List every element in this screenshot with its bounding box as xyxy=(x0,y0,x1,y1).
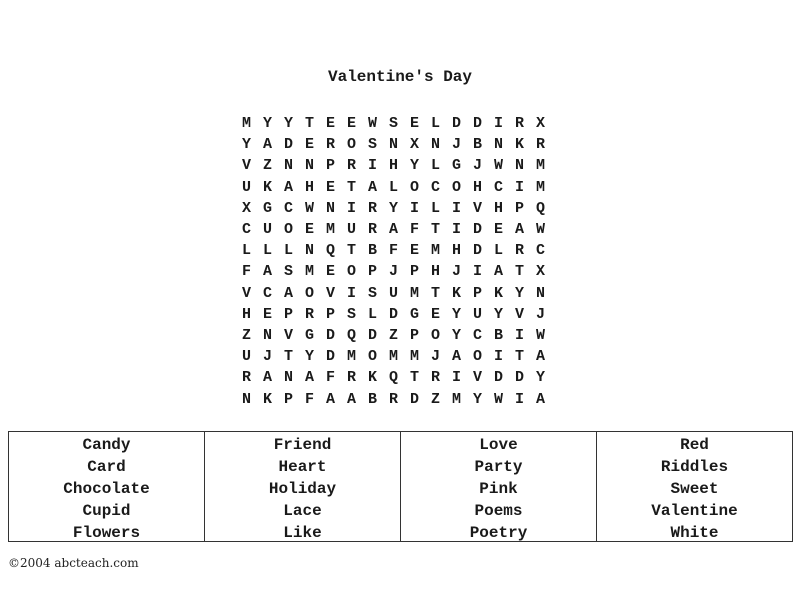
word-bank-column xyxy=(204,432,400,541)
grid-letter: Z xyxy=(262,157,272,175)
grid-letter: X xyxy=(535,115,545,133)
grid-letter: Q xyxy=(388,369,398,387)
grid-letter: I xyxy=(514,326,524,344)
grid-letter: U xyxy=(241,348,251,366)
word-bank-item: Card xyxy=(87,458,126,476)
grid-letter: Z xyxy=(388,326,398,344)
grid-letter: Y xyxy=(514,284,524,302)
grid-letter: Q xyxy=(535,199,545,217)
grid-letter: Y xyxy=(472,390,482,408)
copyright-notice: ©2004 abcteach.com xyxy=(8,556,139,570)
grid-row xyxy=(236,283,570,304)
grid-letter: P xyxy=(409,263,419,281)
word-bank-item: Poetry xyxy=(469,524,528,542)
grid-letter: E xyxy=(262,305,272,323)
grid-letter: Y xyxy=(388,199,398,217)
grid-letter: N xyxy=(535,284,545,302)
grid-letter: R xyxy=(241,369,251,387)
grid-letter: S xyxy=(367,284,377,302)
grid-letter: C xyxy=(430,178,440,196)
word-bank-item: Sweet xyxy=(670,480,719,498)
grid-letter: A xyxy=(262,263,272,281)
grid-letter: X xyxy=(535,263,545,281)
grid-letter: J xyxy=(451,136,461,154)
grid-letter: Y xyxy=(262,115,272,133)
grid-letter: N xyxy=(325,199,335,217)
grid-letter: W xyxy=(367,115,377,133)
grid-letter: E xyxy=(325,115,335,133)
grid-letter: K xyxy=(493,284,503,302)
grid-letter: C xyxy=(472,326,482,344)
grid-letter: Y xyxy=(283,115,293,133)
grid-letter: N xyxy=(241,390,251,408)
grid-letter: F xyxy=(325,369,335,387)
grid-letter: I xyxy=(451,369,461,387)
grid-letter: O xyxy=(346,263,356,281)
grid-letter: L xyxy=(283,242,293,260)
grid-letter: U xyxy=(346,221,356,239)
grid-letter: O xyxy=(283,221,293,239)
grid-letter: L xyxy=(430,157,440,175)
grid-letter: Y xyxy=(451,305,461,323)
grid-letter: P xyxy=(367,263,377,281)
grid-letter: I xyxy=(409,199,419,217)
grid-letter: V xyxy=(472,199,482,217)
grid-letter: N xyxy=(514,157,524,175)
grid-letter: I xyxy=(472,263,482,281)
grid-letter: S xyxy=(346,305,356,323)
grid-letter: K xyxy=(262,390,272,408)
grid-letter: Z xyxy=(241,326,251,344)
grid-letter: P xyxy=(325,157,335,175)
grid-row xyxy=(236,367,570,388)
grid-letter: E xyxy=(325,263,335,281)
grid-letter: H xyxy=(304,178,314,196)
grid-letter: T xyxy=(346,178,356,196)
grid-letter: C xyxy=(283,199,293,217)
grid-letter: T xyxy=(304,115,314,133)
grid-letter: P xyxy=(514,199,524,217)
grid-letter: H xyxy=(493,199,503,217)
grid-letter: M xyxy=(535,157,545,175)
grid-letter: A xyxy=(283,178,293,196)
page-title: Valentine's Day xyxy=(327,68,473,86)
grid-letter: M xyxy=(430,242,440,260)
grid-row xyxy=(236,198,570,219)
grid-letter: R xyxy=(346,369,356,387)
grid-letter: H xyxy=(472,178,482,196)
grid-letter: O xyxy=(346,136,356,154)
grid-letter: O xyxy=(451,178,461,196)
grid-letter: I xyxy=(493,348,503,366)
grid-letter: K xyxy=(451,284,461,302)
grid-letter: E xyxy=(430,305,440,323)
grid-letter: M xyxy=(241,115,251,133)
grid-letter: J xyxy=(535,305,545,323)
grid-letter: D xyxy=(472,115,482,133)
grid-letter: Y xyxy=(409,157,419,175)
grid-letter: H xyxy=(451,242,461,260)
grid-letter: V xyxy=(241,284,251,302)
grid-letter: A xyxy=(283,284,293,302)
grid-letter: V xyxy=(514,305,524,323)
grid-letter: D xyxy=(472,242,482,260)
grid-letter: A xyxy=(493,263,503,281)
grid-letter: R xyxy=(346,157,356,175)
grid-letter: D xyxy=(325,326,335,344)
grid-letter: E xyxy=(493,221,503,239)
grid-letter: M xyxy=(304,263,314,281)
grid-letter: Z xyxy=(430,390,440,408)
grid-letter: J xyxy=(451,263,461,281)
grid-letter: Q xyxy=(346,326,356,344)
grid-letter: G xyxy=(409,305,419,323)
grid-row xyxy=(236,346,570,367)
grid-row xyxy=(236,219,570,240)
grid-letter: N xyxy=(283,369,293,387)
grid-letter: B xyxy=(493,326,503,344)
grid-letter: D xyxy=(388,305,398,323)
grid-letter: R xyxy=(430,369,440,387)
grid-letter: A xyxy=(451,348,461,366)
grid-letter: F xyxy=(304,390,314,408)
word-bank-item: Lace xyxy=(283,502,322,520)
grid-letter: L xyxy=(262,242,272,260)
grid-letter: S xyxy=(388,115,398,133)
grid-letter: C xyxy=(241,221,251,239)
grid-letter: P xyxy=(409,326,419,344)
grid-letter: B xyxy=(367,390,377,408)
grid-letter: W xyxy=(304,199,314,217)
grid-letter: H xyxy=(388,157,398,175)
grid-letter: M xyxy=(409,284,419,302)
grid-letter: E xyxy=(325,178,335,196)
grid-letter: D xyxy=(493,369,503,387)
grid-letter: E xyxy=(304,136,314,154)
grid-letter: W xyxy=(493,157,503,175)
grid-letter: M xyxy=(325,221,335,239)
grid-letter: O xyxy=(409,178,419,196)
grid-letter: O xyxy=(472,348,482,366)
word-bank-item: Pink xyxy=(479,480,518,498)
grid-letter: A xyxy=(304,369,314,387)
word-bank-column xyxy=(400,432,596,541)
word-bank-item: Riddles xyxy=(660,458,729,476)
grid-letter: J xyxy=(472,157,482,175)
grid-letter: N xyxy=(493,136,503,154)
grid-letter: J xyxy=(430,348,440,366)
grid-letter: T xyxy=(346,242,356,260)
grid-letter: D xyxy=(472,221,482,239)
grid-letter: F xyxy=(241,263,251,281)
grid-letter: W xyxy=(493,390,503,408)
grid-letter: S xyxy=(283,263,293,281)
grid-letter: B xyxy=(367,242,377,260)
word-bank-item: Chocolate xyxy=(63,480,150,498)
grid-letter: P xyxy=(283,305,293,323)
grid-letter: E xyxy=(409,115,419,133)
grid-row xyxy=(236,388,570,409)
grid-letter: R xyxy=(388,390,398,408)
grid-letter: J xyxy=(388,263,398,281)
word-bank-item: Poems xyxy=(474,502,523,520)
grid-row xyxy=(236,240,570,261)
grid-letter: T xyxy=(409,369,419,387)
word-bank-column xyxy=(9,432,204,541)
grid-letter: V xyxy=(472,369,482,387)
grid-letter: G xyxy=(451,157,461,175)
grid-letter: M xyxy=(535,178,545,196)
grid-letter: L xyxy=(430,199,440,217)
grid-letter: U xyxy=(388,284,398,302)
word-bank-item: Holiday xyxy=(268,480,337,498)
grid-letter: Q xyxy=(325,242,335,260)
word-bank-item: Party xyxy=(474,458,523,476)
grid-letter: D xyxy=(514,369,524,387)
grid-letter: V xyxy=(241,157,251,175)
grid-letter: Y xyxy=(241,136,251,154)
grid-letter: R xyxy=(367,221,377,239)
grid-letter: L xyxy=(367,305,377,323)
grid-letter: A xyxy=(325,390,335,408)
grid-letter: M xyxy=(388,348,398,366)
grid-letter: U xyxy=(262,221,272,239)
word-bank-item: Friend xyxy=(273,436,332,454)
grid-letter: E xyxy=(304,221,314,239)
word-bank-item: Flowers xyxy=(72,524,141,542)
grid-letter: D xyxy=(367,326,377,344)
word-bank-item: Like xyxy=(283,524,322,542)
word-search-grid xyxy=(236,113,570,410)
grid-letter: Y xyxy=(535,369,545,387)
grid-letter: A xyxy=(367,178,377,196)
grid-letter: R xyxy=(514,115,524,133)
grid-letter: P xyxy=(472,284,482,302)
grid-letter: C xyxy=(535,242,545,260)
grid-letter: P xyxy=(325,305,335,323)
grid-letter: E xyxy=(346,115,356,133)
grid-letter: A xyxy=(262,136,272,154)
grid-letter: I xyxy=(451,199,461,217)
grid-letter: B xyxy=(472,136,482,154)
grid-letter: Y xyxy=(493,305,503,323)
grid-letter: F xyxy=(409,221,419,239)
grid-letter: U xyxy=(241,178,251,196)
grid-letter: L xyxy=(388,178,398,196)
grid-row xyxy=(236,261,570,282)
word-bank-item: Candy xyxy=(82,436,131,454)
grid-letter: D xyxy=(325,348,335,366)
grid-letter: K xyxy=(262,178,272,196)
grid-letter: C xyxy=(262,284,272,302)
grid-letter: J xyxy=(262,348,272,366)
grid-letter: T xyxy=(514,263,524,281)
grid-row xyxy=(236,325,570,346)
grid-letter: R xyxy=(367,199,377,217)
grid-letter: W xyxy=(535,221,545,239)
grid-letter: W xyxy=(535,326,545,344)
grid-letter: I xyxy=(514,178,524,196)
grid-letter: O xyxy=(304,284,314,302)
grid-letter: P xyxy=(283,390,293,408)
word-bank-item: Valentine xyxy=(651,502,738,520)
grid-letter: A xyxy=(535,348,545,366)
word-bank-item: Heart xyxy=(278,458,327,476)
grid-letter: Y xyxy=(451,326,461,344)
grid-letter: T xyxy=(514,348,524,366)
grid-letter: G xyxy=(304,326,314,344)
grid-letter: A xyxy=(514,221,524,239)
grid-letter: R xyxy=(325,136,335,154)
grid-letter: S xyxy=(367,136,377,154)
grid-letter: L xyxy=(430,115,440,133)
grid-letter: V xyxy=(283,326,293,344)
grid-letter: U xyxy=(472,305,482,323)
grid-row xyxy=(236,155,570,176)
grid-letter: I xyxy=(346,199,356,217)
grid-letter: M xyxy=(346,348,356,366)
grid-row xyxy=(236,113,570,134)
grid-letter: A xyxy=(535,390,545,408)
grid-letter: A xyxy=(388,221,398,239)
grid-letter: I xyxy=(367,157,377,175)
grid-letter: L xyxy=(493,242,503,260)
grid-letter: K xyxy=(367,369,377,387)
word-bank-column xyxy=(596,432,792,541)
word-bank xyxy=(8,431,793,542)
grid-letter: G xyxy=(262,199,272,217)
grid-letter: A xyxy=(346,390,356,408)
grid-letter: D xyxy=(451,115,461,133)
grid-letter: C xyxy=(493,178,503,196)
grid-letter: N xyxy=(430,136,440,154)
grid-letter: D xyxy=(283,136,293,154)
grid-letter: I xyxy=(493,115,503,133)
grid-letter: L xyxy=(241,242,251,260)
grid-letter: F xyxy=(388,242,398,260)
grid-letter: X xyxy=(409,136,419,154)
grid-letter: A xyxy=(262,369,272,387)
grid-letter: K xyxy=(514,136,524,154)
grid-letter: D xyxy=(409,390,419,408)
grid-row xyxy=(236,134,570,155)
grid-letter: H xyxy=(241,305,251,323)
grid-row xyxy=(236,177,570,198)
grid-letter: E xyxy=(409,242,419,260)
grid-letter: X xyxy=(241,199,251,217)
grid-letter: M xyxy=(409,348,419,366)
grid-letter: R xyxy=(514,242,524,260)
grid-letter: Y xyxy=(304,348,314,366)
grid-letter: O xyxy=(430,326,440,344)
grid-letter: T xyxy=(283,348,293,366)
grid-letter: M xyxy=(451,390,461,408)
grid-letter: N xyxy=(304,157,314,175)
grid-letter: H xyxy=(430,263,440,281)
grid-letter: N xyxy=(388,136,398,154)
grid-letter: T xyxy=(430,221,440,239)
grid-letter: R xyxy=(304,305,314,323)
word-bank-item: Cupid xyxy=(82,502,131,520)
grid-row xyxy=(236,304,570,325)
grid-letter: R xyxy=(535,136,545,154)
grid-letter: N xyxy=(262,326,272,344)
grid-letter: N xyxy=(283,157,293,175)
word-bank-item: Red xyxy=(680,436,709,454)
grid-letter: I xyxy=(514,390,524,408)
grid-letter: N xyxy=(304,242,314,260)
grid-letter: I xyxy=(346,284,356,302)
grid-letter: V xyxy=(325,284,335,302)
grid-letter: T xyxy=(430,284,440,302)
word-bank-item: White xyxy=(670,524,719,542)
word-bank-item: Love xyxy=(479,436,518,454)
grid-letter: O xyxy=(367,348,377,366)
grid-letter: I xyxy=(451,221,461,239)
